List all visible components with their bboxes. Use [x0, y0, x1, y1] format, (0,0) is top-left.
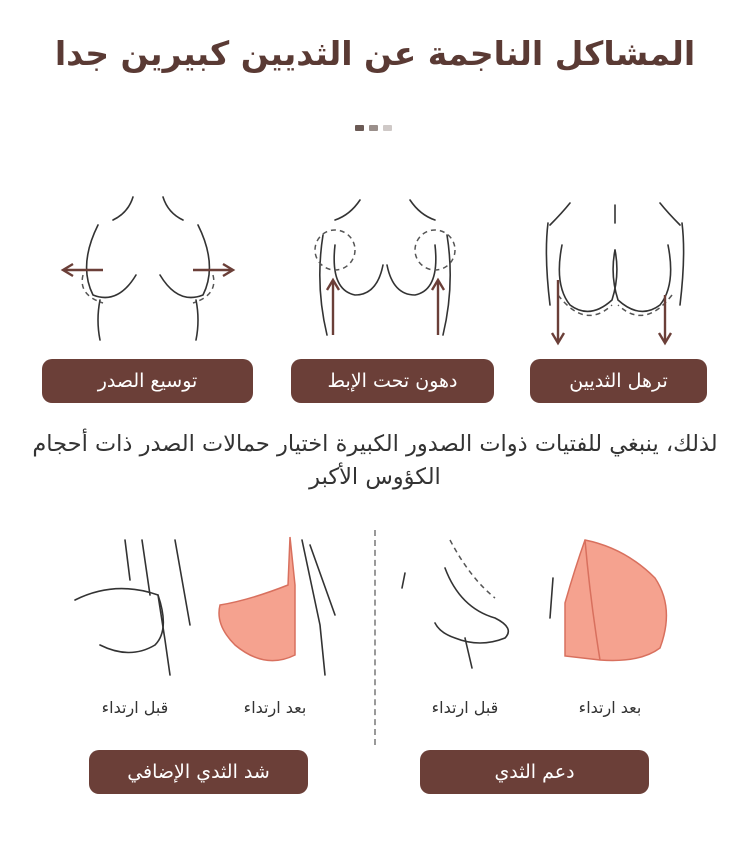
label-underarm-fat: دهون تحت الإبط — [291, 359, 494, 403]
bra-support-before-icon — [400, 538, 520, 668]
label-breast-support: دعم الثدي — [420, 750, 649, 794]
page-title: المشاكل الناجمة عن الثديين كبيرين جدا — [54, 34, 696, 73]
label-sagging-breasts: ترهل الثديين — [530, 359, 707, 403]
carousel-dot[interactable] — [383, 125, 392, 131]
bra-lift-before-icon — [70, 535, 200, 675]
caption-before-wearing: قبل ارتداء — [431, 698, 499, 717]
bra-lift-after-icon — [210, 535, 340, 675]
bra-support-after-icon — [545, 538, 675, 668]
caption-before-wearing: قبل ارتداء — [101, 698, 169, 717]
label-chest-widening: توسيع الصدر — [42, 359, 253, 403]
caption-after-wearing: بعد ارتداء — [243, 698, 307, 717]
carousel-dot[interactable] — [369, 125, 378, 131]
underarm-fat-icon — [305, 195, 465, 345]
recommendation-text: لذلك، ينبغي للفتيات ذوات الصدور الكبيرة اختيار حمالات الصدر ذات أحجام الكؤوس الأكبر — [32, 431, 718, 490]
column-divider — [374, 530, 376, 745]
chest-widening-icon — [58, 195, 238, 345]
sagging-breasts-icon — [540, 195, 690, 345]
label-extra-lift: شد الثدي الإضافي — [89, 750, 308, 794]
caption-after-wearing: بعد ارتداء — [578, 698, 642, 717]
carousel-indicator — [355, 125, 392, 133]
carousel-dot[interactable] — [355, 125, 364, 131]
